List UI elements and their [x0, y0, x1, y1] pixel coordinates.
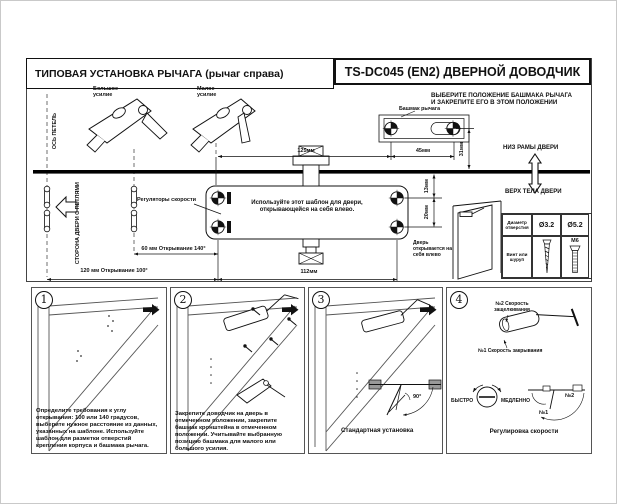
dim-45mm: 45мм [415, 148, 431, 154]
speed-valve-mark [227, 192, 231, 204]
hole-diameter-3-2: Ø3.2 [532, 214, 561, 236]
hole-diameter-5-2: Ø5.2 [561, 214, 589, 236]
screw-type-header: Винт или шуруп [502, 236, 532, 278]
frame-bottom-label: НИЗ РАМЫ ДВЕРИ [503, 145, 559, 151]
step1-number-badge: 1 [35, 291, 53, 309]
m6-label: М6 [571, 238, 579, 245]
angle-90-label: 90° [413, 394, 422, 400]
product-title: TS-DC045 (EN2) ДВЕРНОЙ ДОВОДЧИК [334, 58, 591, 85]
shoe-position-note: ВЫБЕРИТЕ ПОЛОЖЕНИЕ БАШМАКА РЫЧАГА И ЗАКРЕПИТЕ ЕГО В ЭТОМ ПОЛОЖЕНИИ [431, 92, 573, 107]
step2-number-badge: 2 [174, 291, 192, 309]
small-force-arm-drawing [191, 99, 255, 152]
step1-instructions: Определите требования к углу открывания: 100 или 140 градусов, выберите нужное расстояние из данных, указанных на шаблоне. Используйте шаблон для разметки отверстий крепления корпуса и башмака рычага. [36, 408, 158, 449]
hinge-axis-label: ОСЬ ПЕТЕЛЬ [51, 113, 58, 150]
close-speed-label: №1 Скорость закрывания [478, 348, 543, 354]
hinge-side-label: СТОРОНА ДВЕРИ С ПЕТЛЯМИ [74, 182, 81, 265]
door-opens-left-drawing [453, 201, 501, 279]
speed-zone-2-label: №2 [565, 393, 575, 399]
speed-regulators-label: Регуляторы скорости [137, 197, 197, 203]
large-force-label: Большое усилие [93, 86, 119, 99]
hinge-direction-arrow-icon [56, 197, 77, 217]
hinge-icon [44, 186, 137, 232]
machine-screw-m6-cell [561, 236, 589, 278]
slow-label: МЕДЛЕННО [501, 398, 531, 404]
latch-speed-label: №2 Скорость защелкивания [494, 301, 530, 313]
fast-label: БЫСТРО [451, 398, 474, 404]
small-force-label: Малое усилие [197, 86, 217, 99]
dim-13mm: 13мм [423, 179, 430, 194]
dim-60mm-opening-140: 60 мм Открывание 140° [141, 246, 206, 252]
arm-shoe-drawing [379, 111, 469, 142]
step2-instructions: Закрепите доводчик на дверь в отмеченном положении, закрепите башмак кронштейна в отмеченном положении. Учитывайте выбранную позицию башмака для малого или большого усилия. [175, 411, 283, 452]
door-opens-left-label: Дверь открывается на себя влево [413, 240, 452, 258]
dim-31mm: 31мм [458, 142, 465, 157]
door-body-top-label: ВЕРХ ТЕЛА ДВЕРИ [505, 189, 562, 195]
speed-valve-mark [227, 221, 231, 233]
dim-120mm-opening-100: 120 мм Открывание 100° [80, 268, 148, 274]
step3-number-badge: 3 [312, 291, 330, 309]
wood-screw-icon [532, 236, 561, 278]
step4-number-badge: 4 [450, 291, 468, 309]
speed-zone-1-label: №1 [539, 410, 549, 416]
dim-112mm: 112мм [300, 269, 318, 275]
arm-shoe-label: Башмак рычага [399, 106, 441, 112]
dim-20mm: 20мм [423, 205, 430, 220]
large-force-arm-drawing [87, 99, 167, 152]
template-usage-note: Используйте этот шаблон для двери, открывающейся на себя влево. [251, 200, 363, 213]
step4-caption: Регулировка скорости [489, 428, 559, 435]
hole-diameter-table [501, 213, 592, 279]
step3-caption: Стандартная установка [341, 427, 414, 434]
page-title: ТИПОВАЯ УСТАНОВКА РЫЧАГА (рычаг справа) [26, 58, 334, 89]
hole-diameter-header: Диаметр отверстия [502, 214, 532, 236]
dim-125mm: 125мм [297, 148, 315, 154]
